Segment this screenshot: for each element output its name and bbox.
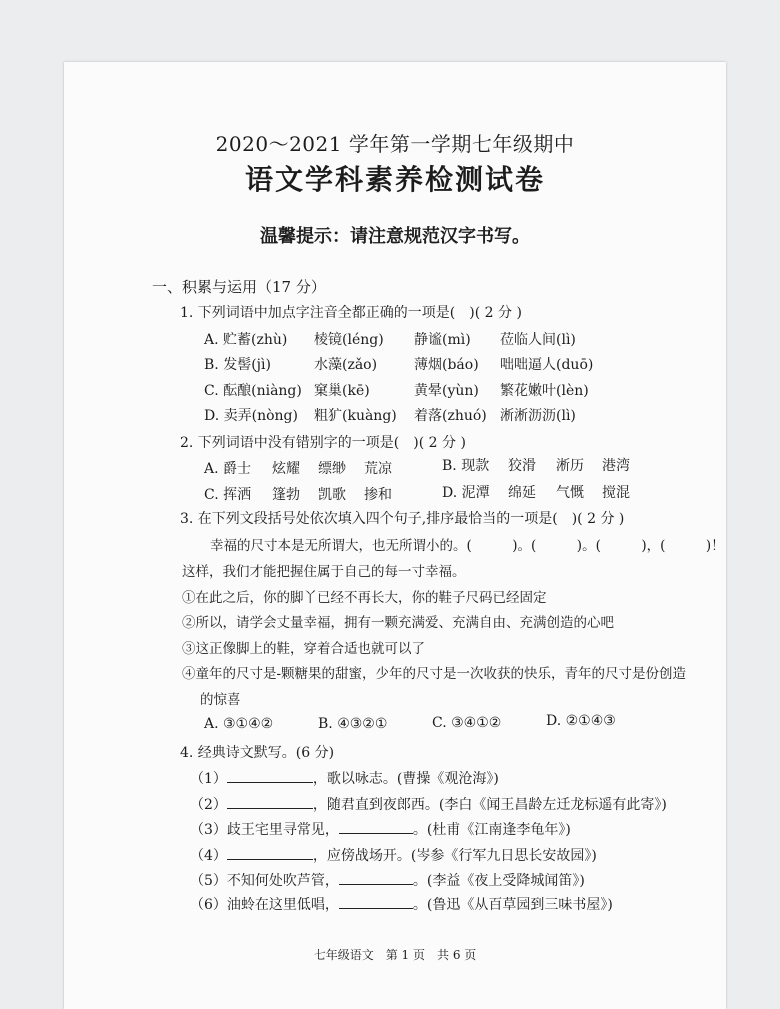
q2-c-3: 凯歌 xyxy=(318,487,346,503)
q2-a-3: 缥缈 xyxy=(318,461,346,477)
q2-stem: 2. 下列词语中没有错别字的一项是( )( 2 分 ) xyxy=(180,435,466,451)
q4-stem: 4. 经典诗文默写。(6 分) xyxy=(180,745,335,761)
q3-stem: 3. 在下列文段括号处依次填入四个句子,排序最恰当的一项是( )( 2 分 ) xyxy=(180,511,625,527)
q4-blank xyxy=(227,847,313,860)
q1-d-3: 着落(zhuó) xyxy=(414,408,487,424)
q4-item-text: 。(鲁迅《从百草园到三味书屋》) xyxy=(412,897,613,913)
q1-stem: 1. 下列词语中加点字注音全都正确的一项是( )( 2 分 ) xyxy=(180,305,522,321)
q1-a-1: A. 贮蓄(zhù) xyxy=(204,332,288,348)
q4-item-1 xyxy=(190,768,499,788)
q1-a-3: 静谧(mì) xyxy=(414,332,471,348)
q1-c-3: 黄晕(yùn) xyxy=(414,383,479,399)
exam-term-title: 2020～2021 学年第一学期七年级期中 xyxy=(215,132,575,156)
q1-b-4: 咄咄逼人(duō) xyxy=(500,357,594,373)
q3-passage-line2: 这样，我们才能把握住属于自己的每一寸幸福。 xyxy=(182,564,466,580)
q1-a-2: 棱镜(léng) xyxy=(314,332,384,348)
q3-sentence-4-cont: 的惊喜 xyxy=(200,692,241,708)
q3-sentence-3: ③这正像脚上的鞋，穿着合适也就可以了 xyxy=(182,641,425,657)
q4-blank xyxy=(339,896,413,909)
q2-a-4: 荒凉 xyxy=(364,461,392,477)
q4-item-number: （5） xyxy=(190,873,227,889)
q2-b-2: 狡滑 xyxy=(508,458,536,474)
q2-b-4: 港湾 xyxy=(602,458,630,474)
q2-d-3: 气慨 xyxy=(556,485,584,501)
q4-item-lead: 歧王宅里寻常见， xyxy=(226,822,339,838)
q1-b-3: 薄烟(báo) xyxy=(414,357,479,373)
q2-d-2: 绵延 xyxy=(508,485,536,501)
q1-d-4: 淅淅沥沥(lì) xyxy=(500,408,576,424)
q1-d-2: 粗犷(kuàng) xyxy=(314,408,397,424)
q4-item-text: 。(杜甫《江南逢李龟年》) xyxy=(412,822,571,838)
q2-a-2: 炫耀 xyxy=(272,461,300,477)
q3-option-a: A. ③①④② xyxy=(204,716,274,732)
q3-sentence-4: ④童年的尺寸是-颗糖果的甜蜜，少年的尺寸是一次收获的快乐，青年的尺寸是份创造 xyxy=(182,666,687,682)
q1-b-1: B. 发髻(jì) xyxy=(204,357,271,373)
q4-item-lead: 油蛉在这里低唱， xyxy=(226,897,339,913)
q4-item-number: （4） xyxy=(190,848,227,864)
q4-item-2 xyxy=(190,794,667,814)
q4-item-3 xyxy=(190,819,571,839)
q3-sentence-1: ①在此之后，你的脚丫已经不再长大，你的鞋子尺码已经固定 xyxy=(182,590,547,606)
q4-item-number: （1） xyxy=(190,771,227,787)
q4-item-5 xyxy=(190,870,585,890)
q4-item-text: ，随君直到夜郎西。(李白《闻王昌龄左迁龙标遥有此寄》) xyxy=(312,797,667,813)
q4-blank xyxy=(227,770,313,783)
q3-option-c: C. ③④①② xyxy=(432,715,502,731)
q4-item-text: 。(李益《夜上受降城闻笛》) xyxy=(412,873,585,889)
q2-d-1: D. 泥潭 xyxy=(442,485,490,501)
q4-item-number: （2） xyxy=(190,797,227,813)
q3-option-d: D. ②①④③ xyxy=(546,713,616,729)
q4-blank xyxy=(227,796,313,809)
q4-item-6 xyxy=(190,894,613,914)
q4-item-text: ，歌以咏志。(曹操《观沧海》) xyxy=(312,771,499,787)
section-heading: 一、积累与运用（17 分） xyxy=(152,278,326,296)
q4-blank xyxy=(339,872,413,885)
q4-item-lead: 不知何处吹芦管， xyxy=(226,873,339,889)
writing-hint: 温馨提示：请注意规范汉字书写。 xyxy=(260,226,530,247)
q2-c-4: 掺和 xyxy=(364,487,392,503)
q3-option-b: B. ④③②① xyxy=(318,716,388,732)
q4-item-text: ，应傍战场开。(岑参《行军九日思长安故园》) xyxy=(312,848,597,864)
q4-item-number: （3） xyxy=(190,822,227,838)
q3-passage-line1: 幸福的尺寸本是无所谓大，也无所谓小的。( )。( )。( )，( )！ xyxy=(210,538,725,554)
q2-c-2: 篷勃 xyxy=(272,487,300,503)
q1-b-2: 水藻(zǎo) xyxy=(314,357,378,373)
q1-a-4: 莅临人间(lì) xyxy=(500,332,576,348)
q1-c-2: 窠巢(kē) xyxy=(314,383,370,399)
q1-c-1: C. 酝酿(niàng) xyxy=(204,383,302,399)
exam-paper xyxy=(64,62,726,1009)
q2-b-3: 淅历 xyxy=(556,458,584,474)
q1-d-1: D. 卖弄(nòng) xyxy=(204,408,298,424)
q3-sentence-2: ②所以，请学会丈量幸福，拥有一颗充满爱、充满自由、充满创造的心吧 xyxy=(182,615,614,631)
q2-b-1: B. 现款 xyxy=(442,458,490,474)
q2-c-1: C. 挥洒 xyxy=(204,487,252,503)
q2-a-1: A. 爵士 xyxy=(204,461,252,477)
q4-item-4 xyxy=(190,845,597,865)
exam-main-title: 语文学科素养检测试卷 xyxy=(244,163,545,196)
q4-item-number: （6） xyxy=(190,897,227,913)
q1-c-4: 繁花嫩叶(lèn) xyxy=(500,383,589,399)
q2-d-4: 搅混 xyxy=(602,485,630,501)
page-footer: 七年级语文 第 1 页 共 6 页 xyxy=(313,948,477,962)
q4-blank xyxy=(339,821,413,834)
